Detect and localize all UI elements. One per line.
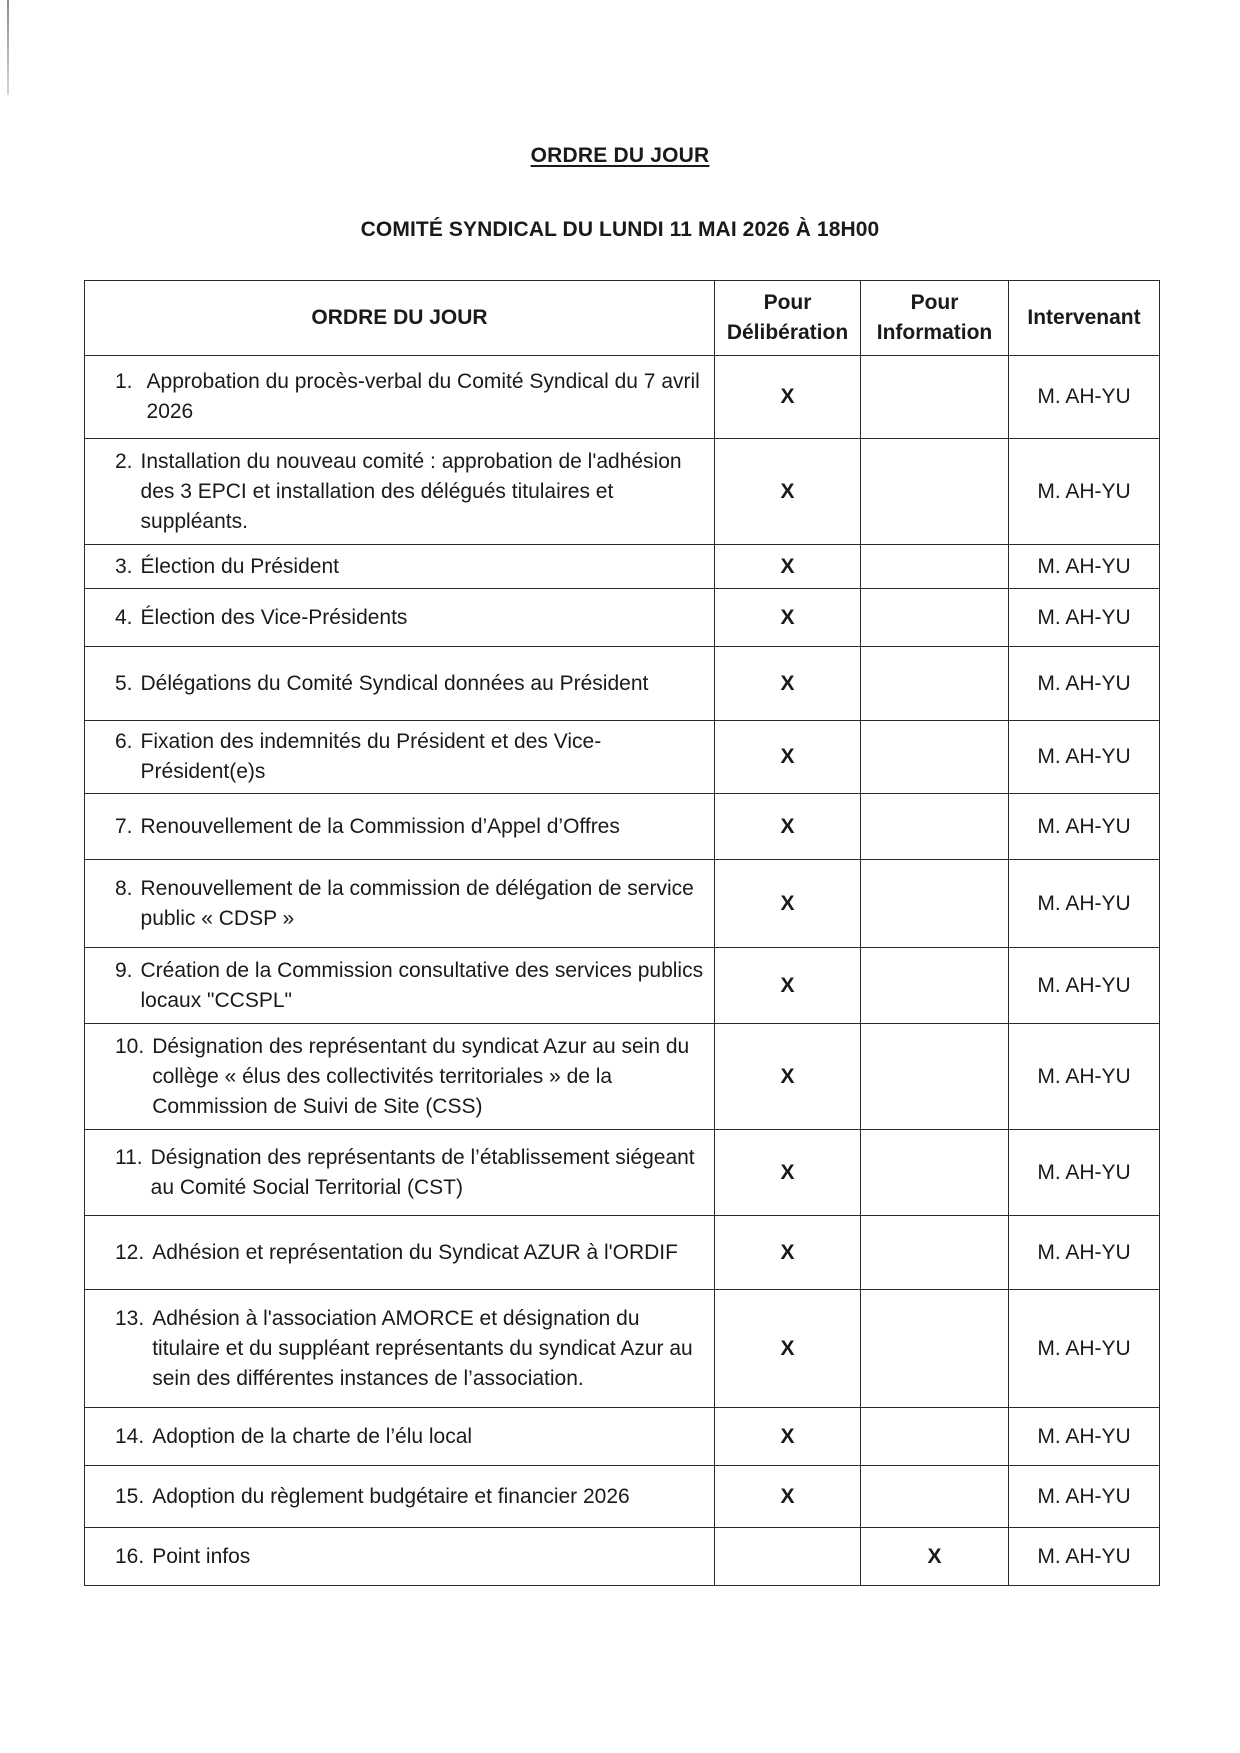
agenda-item-cell xyxy=(85,794,715,860)
agenda-item-cell xyxy=(85,1024,715,1130)
agenda-item xyxy=(115,874,704,934)
header-speaker: Intervenant xyxy=(1009,281,1160,356)
agenda-item xyxy=(115,1032,704,1122)
agenda-row xyxy=(85,545,1160,589)
information-mark xyxy=(861,1466,1009,1528)
agenda-item-cell xyxy=(85,1216,715,1290)
agenda-item xyxy=(115,1304,704,1394)
agenda-item-number: 2. xyxy=(115,449,133,473)
agenda-item-number: 3. xyxy=(115,554,133,578)
agenda-item-number: 5. xyxy=(115,671,133,695)
agenda-row xyxy=(85,1024,1160,1130)
deliberation-mark xyxy=(715,1528,861,1586)
agenda-row xyxy=(85,721,1160,794)
agenda-item xyxy=(115,603,704,633)
agenda-item-text: Renouvellement de la Commission d’Appel d’Offres xyxy=(140,814,620,838)
agenda-item xyxy=(115,727,704,787)
speaker-name: M. AH-YU xyxy=(1009,948,1160,1024)
deliberation-mark: X xyxy=(715,647,861,721)
header-information: Pour Information xyxy=(861,281,1009,356)
agenda-item-number: 8. xyxy=(115,876,133,900)
agenda-item-number: 16. xyxy=(115,1544,145,1568)
speaker-name: M. AH-YU xyxy=(1009,589,1160,647)
agenda-item xyxy=(115,1143,704,1203)
information-mark xyxy=(861,1290,1009,1408)
deliberation-mark: X xyxy=(715,439,861,545)
agenda-item xyxy=(115,812,704,842)
agenda-item-cell xyxy=(85,1408,715,1466)
agenda-row xyxy=(85,589,1160,647)
agenda-row xyxy=(85,1466,1160,1528)
deliberation-mark: X xyxy=(715,721,861,794)
agenda-item-cell xyxy=(85,356,715,439)
speaker-name: M. AH-YU xyxy=(1009,1216,1160,1290)
agenda-item-text: Délégations du Comité Syndical données au Président xyxy=(140,671,649,695)
information-mark xyxy=(861,439,1009,545)
agenda-item xyxy=(115,447,704,537)
agenda-row xyxy=(85,1216,1160,1290)
information-mark xyxy=(861,356,1009,439)
information-mark xyxy=(861,1130,1009,1216)
agenda-item-cell xyxy=(85,545,715,589)
agenda-item-number: 1. xyxy=(115,370,133,393)
deliberation-mark: X xyxy=(715,794,861,860)
information-mark xyxy=(861,948,1009,1024)
deliberation-mark: X xyxy=(715,1290,861,1408)
agenda-item-cell xyxy=(85,1466,715,1528)
information-mark xyxy=(861,794,1009,860)
agenda-item xyxy=(115,367,704,427)
information-mark xyxy=(861,1216,1009,1290)
agenda-item-cell xyxy=(85,647,715,721)
header-deliberation: Pour Délibération xyxy=(715,281,861,356)
speaker-name: M. AH-YU xyxy=(1009,1290,1160,1408)
deliberation-mark: X xyxy=(715,1024,861,1130)
agenda-item-text: Adoption de la charte de l’élu local xyxy=(152,1424,473,1448)
agenda-item xyxy=(115,956,704,1016)
deliberation-mark: X xyxy=(715,860,861,948)
header-row xyxy=(85,281,1160,356)
information-mark xyxy=(861,589,1009,647)
deliberation-mark: X xyxy=(715,948,861,1024)
agenda-row xyxy=(85,948,1160,1024)
agenda-row xyxy=(85,1290,1160,1408)
agenda-item-text: Désignation des représentants de l’établissement siégeant au Comité Social Territorial (CST) xyxy=(150,1145,695,1199)
agenda-item-cell xyxy=(85,439,715,545)
agenda-item xyxy=(115,1482,704,1512)
agenda-row xyxy=(85,356,1160,439)
deliberation-mark: X xyxy=(715,1216,861,1290)
speaker-name: M. AH-YU xyxy=(1009,647,1160,721)
agenda-row xyxy=(85,860,1160,948)
information-mark xyxy=(861,1024,1009,1130)
agenda-item-text: Point infos xyxy=(152,1544,251,1568)
agenda-item xyxy=(115,1238,704,1268)
agenda-item xyxy=(115,552,704,582)
agenda-table xyxy=(84,280,1160,1586)
agenda-item-text: Adhésion à l'association AMORCE et désignation du titulaire et du suppléant représentants du syndicat Azur au sein des différentes instances de l’association. xyxy=(152,1306,693,1390)
agenda-item-number: 10. xyxy=(115,1034,145,1058)
agenda-table-body xyxy=(85,356,1160,1586)
agenda-row xyxy=(85,1408,1160,1466)
information-mark xyxy=(861,545,1009,589)
agenda-item-number: 6. xyxy=(115,730,133,753)
information-mark xyxy=(861,721,1009,794)
speaker-name: M. AH-YU xyxy=(1009,860,1160,948)
agenda-item-text: Élection des Vice-Présidents xyxy=(140,605,408,629)
agenda-item xyxy=(115,1422,704,1452)
agenda-item-number: 7. xyxy=(115,814,133,838)
agenda-item-number: 9. xyxy=(115,958,133,982)
speaker-name: M. AH-YU xyxy=(1009,1528,1160,1586)
speaker-name: M. AH-YU xyxy=(1009,721,1160,794)
header-item: ORDRE DU JOUR xyxy=(85,281,715,356)
agenda-item xyxy=(115,1542,704,1572)
agenda-item-text: Fixation des indemnités du Président et des Vice-Président(e)s xyxy=(140,730,602,783)
agenda-table-header xyxy=(85,281,1160,356)
agenda-row xyxy=(85,1528,1160,1586)
agenda-item-text: Renouvellement de la commission de délégation de service public « CDSP » xyxy=(140,876,694,930)
speaker-name: M. AH-YU xyxy=(1009,545,1160,589)
agenda-row xyxy=(85,794,1160,860)
agenda-row xyxy=(85,1130,1160,1216)
deliberation-mark: X xyxy=(715,545,861,589)
agenda-item-number: 11. xyxy=(115,1145,143,1169)
agenda-item-text: Adhésion et représentation du Syndicat AZUR à l'ORDIF xyxy=(152,1240,678,1264)
agenda-item-cell xyxy=(85,860,715,948)
deliberation-mark: X xyxy=(715,589,861,647)
agenda-item-number: 12. xyxy=(115,1240,145,1264)
agenda-item-number: 14. xyxy=(115,1424,145,1448)
document-title: ORDRE DU JOUR xyxy=(530,144,710,167)
speaker-name: M. AH-YU xyxy=(1009,1408,1160,1466)
speaker-name: M. AH-YU xyxy=(1009,794,1160,860)
agenda-item-number: 15. xyxy=(115,1484,145,1508)
agenda-item-text: Élection du Président xyxy=(140,554,339,578)
agenda-item-cell xyxy=(85,1290,715,1408)
deliberation-mark: X xyxy=(715,356,861,439)
information-mark xyxy=(861,1408,1009,1466)
agenda-item-cell xyxy=(85,948,715,1024)
agenda-item-cell xyxy=(85,721,715,794)
deliberation-mark: X xyxy=(715,1408,861,1466)
speaker-name: M. AH-YU xyxy=(1009,1130,1160,1216)
deliberation-mark: X xyxy=(715,1466,861,1528)
speaker-name: M. AH-YU xyxy=(1009,356,1160,439)
agenda-item-number: 13. xyxy=(115,1306,145,1330)
speaker-name: M. AH-YU xyxy=(1009,1466,1160,1528)
agenda-item-text: Création de la Commission consultative des services publics locaux "CCSPL" xyxy=(140,958,704,1012)
document-subtitle: COMITÉ SYNDICAL DU LUNDI 11 MAI 2026 À 18H00 xyxy=(360,218,880,241)
agenda-item-text: Installation du nouveau comité : approbation de l'adhésion des 3 EPCI et installation des délégués titulaires et suppléants. xyxy=(140,449,682,533)
agenda-item-cell xyxy=(85,1528,715,1586)
agenda-item-text: Désignation des représentant du syndicat Azur au sein du collège « élus des collectivités territoriales » de la Commission de Suivi de Site (CSS) xyxy=(152,1034,690,1118)
agenda-item-text: Approbation du procès-verbal du Comité Syndical du 7 avril 2026 xyxy=(146,370,700,423)
information-mark xyxy=(861,860,1009,948)
information-mark xyxy=(861,647,1009,721)
speaker-name: M. AH-YU xyxy=(1009,439,1160,545)
agenda-row xyxy=(85,439,1160,545)
deliberation-mark: X xyxy=(715,1130,861,1216)
agenda-item-cell xyxy=(85,1130,715,1216)
speaker-name: M. AH-YU xyxy=(1009,1024,1160,1130)
agenda-item-cell xyxy=(85,589,715,647)
scan-page-edge xyxy=(7,0,9,95)
agenda-item xyxy=(115,669,704,699)
agenda-row xyxy=(85,647,1160,721)
agenda-item-text: Adoption du règlement budgétaire et financier 2026 xyxy=(152,1484,630,1508)
information-mark: X xyxy=(861,1528,1009,1586)
agenda-item-number: 4. xyxy=(115,605,133,629)
